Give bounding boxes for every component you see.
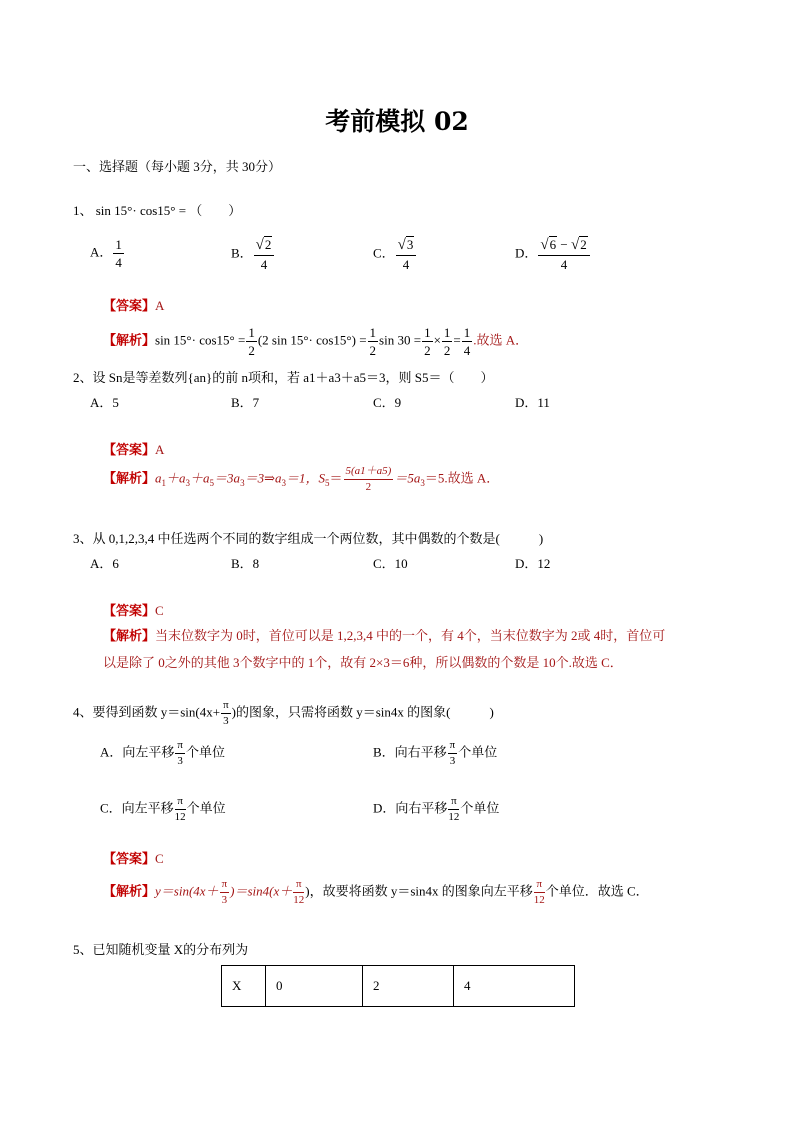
- q3-option-c: C．10: [373, 556, 408, 571]
- answer-value: C: [155, 603, 164, 618]
- fraction: $\frac{1}{2}$: [424, 325, 431, 358]
- q2-answer: [103, 442, 164, 458]
- q4-option-c: C．向左平移 $\frac{\pi}{12}$ 个单位: [100, 795, 226, 823]
- distribution-table: [221, 965, 575, 1007]
- q3-analysis-line1: 【解析】当末位数字为 0时，首位可以是 1,2,3,4 中的一个，有 4个，当末位数字为 2或 4时，首位可: [103, 628, 666, 643]
- q1-option-d-label: D．: [515, 245, 538, 261]
- radical-icon: √: [397, 237, 406, 253]
- fraction: $\frac{\pi}{12}$: [448, 795, 460, 823]
- q2-option-c: C．9: [373, 395, 402, 410]
- fraction: $\frac{\pi}{12}$: [174, 795, 186, 823]
- q1-answer: [103, 298, 164, 314]
- table-cell: 2: [363, 966, 454, 1007]
- fraction: $\frac{1}{4}$: [463, 325, 471, 358]
- q1-option-d-fraction: $\frac{√6 - √2}{4}$: [538, 238, 589, 271]
- q1-option-c: [373, 238, 417, 271]
- answer-value: A: [155, 298, 165, 313]
- q2-option-d: D．11: [515, 395, 550, 410]
- q1-analysis: 【解析】sin 15°· cos15° = $\frac{1}{2}$ (2 sin 15°· cos15°) = $\frac{1}{2}$ sin 30 = $\frac{1}{2}$ × $\frac{1}{2}$ = $\frac{1}{4}$ .故选 A．: [103, 325, 529, 358]
- q1-option-d: [515, 238, 591, 271]
- fraction: $\frac{\pi}{12}$: [293, 878, 305, 906]
- fraction: $\frac{1}{2}$: [248, 325, 255, 358]
- answer-label: 【答案】: [103, 298, 156, 313]
- q2-option-a: A．5: [90, 395, 119, 410]
- q1-option-a-label: A．: [90, 244, 113, 260]
- q1-option-b-fraction: $\frac{√2}{4}$: [254, 238, 275, 271]
- analysis-label: 【解析】: [103, 628, 156, 643]
- q1-stem: 1、 sin 15°· cos15° = （ ）: [73, 203, 242, 218]
- answer-value: C: [155, 851, 164, 866]
- q4-answer: [103, 851, 164, 867]
- q3-analysis-line2: 以是除了 0之外的其他 3个数字中的 1个，故有 2×3＝6种，所以偶数的个数是 10个.故选 C．: [103, 655, 623, 670]
- q3-option-d: D．12: [515, 556, 551, 571]
- q4-stem: 4、要得到函数 y＝sin(4x+ $\frac{\pi}{3}$ )的图象，只需将函数 y＝sin4x 的图象( ): [73, 699, 494, 727]
- analysis-label: 【解析】: [103, 883, 156, 899]
- q4-analysis: 【解析】y＝sin(4x＋ $\frac{\pi}{3}$ )＝sin4(x＋ $\frac{\pi}{12}$ )，故要将函数 y＝sin4x 的图象向左平移 $\frac{\pi}{12}$ 个单位．故选 C．: [103, 878, 649, 906]
- section-header: 一、选择题（每小题 3分，共 30分）: [73, 159, 282, 174]
- q1-option-a-fraction: $\frac{1}{4}$: [115, 237, 122, 270]
- q2-analysis: 【解析】$a_1+a_3+a_5=3a_3=3\Rightarrow a_3=1$，$S_5=$ $\frac{5(a1+a5)}{2}$ $=5a_3=5$.故选 A．: [103, 465, 500, 493]
- fraction: $\frac{1}{2}$: [443, 325, 451, 358]
- radical-icon: √: [255, 237, 264, 253]
- fraction: $\frac{\pi}{3}$: [221, 878, 228, 906]
- q5-stem: 5、已知随机变量 X的分布列为: [73, 942, 249, 957]
- fraction: $\frac{\pi}{3}$: [449, 739, 456, 767]
- page-title: 考前模拟 02: [325, 107, 469, 136]
- analysis-label: 【解析】: [103, 470, 156, 486]
- q2-stem: 2、设 Sn是等差数列{an}的前 n项和，若 a1＋a3＋a5＝3，则 S5＝（ ）: [73, 370, 494, 385]
- q4-option-a: A．向左平移 $\frac{\pi}{3}$ 个单位: [100, 739, 225, 767]
- q4-option-b: B．向右平移 $\frac{\pi}{3}$ 个单位: [373, 739, 498, 767]
- fraction: $\frac{1}{2}$: [369, 325, 377, 358]
- q4-option-d: D．向右平移 $\frac{\pi}{12}$ 个单位: [373, 795, 500, 823]
- table-cell: 0: [266, 966, 363, 1007]
- table-cell: X: [222, 966, 266, 1007]
- answer-label: 【答案】: [103, 851, 156, 866]
- q3-option-b: B．8: [231, 556, 260, 571]
- answer-label: 【答案】: [103, 603, 156, 618]
- fraction: $\frac{\pi}{12}$: [533, 878, 545, 906]
- analysis-label: 【解析】: [103, 332, 156, 348]
- table-row: [222, 966, 575, 1007]
- radical-icon: √: [540, 237, 549, 253]
- q1-option-a: [90, 238, 125, 269]
- q1-option-b-label: B．: [231, 245, 253, 261]
- q3-answer: [103, 603, 164, 619]
- fraction: $\frac{\pi}{3}$: [223, 699, 229, 727]
- q3-option-a: A．6: [90, 556, 119, 571]
- radical-icon: √: [570, 237, 580, 253]
- q3-stem: 3、从 0,1,2,3,4 中任选两个不同的数字组成一个两位数，其中偶数的个数是( ): [73, 531, 544, 546]
- answer-label: 【答案】: [103, 442, 156, 457]
- q1-option-b: [231, 238, 275, 271]
- q1-option-c-fraction: $\frac{√3}{4}$: [396, 238, 417, 271]
- answer-value: A: [155, 442, 165, 457]
- q1-option-c-label: C．: [373, 245, 395, 261]
- fraction: $\frac{5(a1+a5)}{2}$: [345, 465, 392, 493]
- fraction: $\frac{\pi}{3}$: [177, 739, 183, 767]
- q2-option-b: B．7: [231, 395, 260, 410]
- table-cell: 4: [454, 966, 575, 1007]
